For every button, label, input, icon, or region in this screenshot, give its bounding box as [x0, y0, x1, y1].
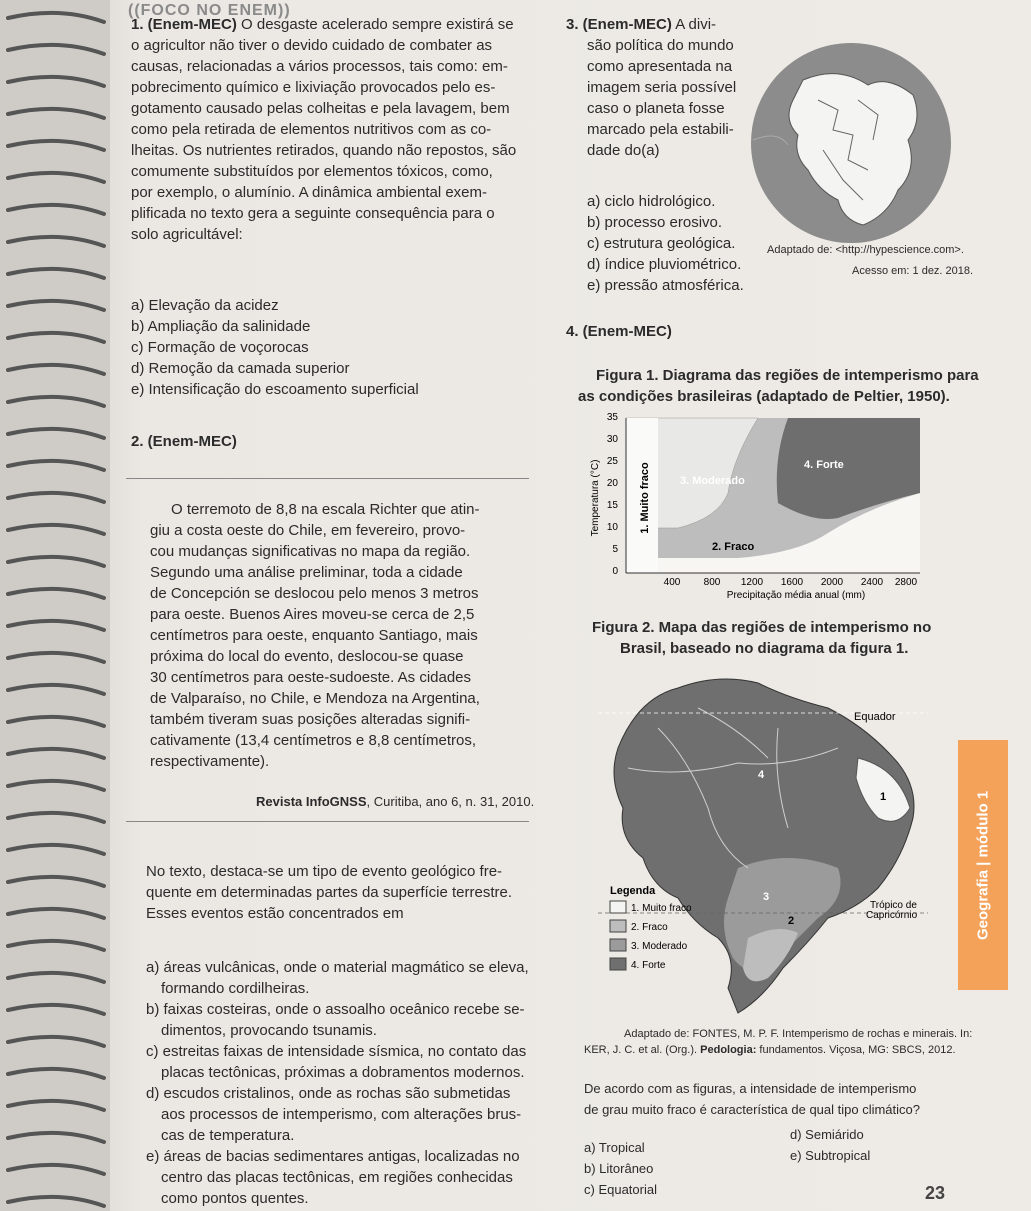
legend-swatch-4	[610, 958, 626, 970]
x-tick: 2000	[820, 577, 844, 588]
q2-box-line: cou mudanças significativas no mapa da região.	[150, 543, 471, 560]
q4-fig2-title-line: Brasil, baseado no diagrama da figura 1.	[620, 640, 909, 657]
map-region-4: 4	[758, 769, 765, 781]
q1-line: solo agricultável:	[131, 226, 243, 243]
q4-fig1-title-line: Figura 1. Diagrama das regiões de intemperismo para	[596, 367, 979, 384]
q3-option-e[interactable]: e) pressão atmosférica.	[587, 277, 744, 294]
page-number: 23	[925, 1183, 946, 1203]
x-ticks	[664, 577, 918, 588]
q4-fig2-source-line: KER, J. C. et al. (Org.). Pedologia: fundamentos. Viçosa, MG: SBCS, 2012.	[584, 1044, 956, 1056]
y-tick: 25	[606, 456, 618, 467]
map-label-tropic-2: Capricórnio	[866, 910, 918, 921]
q2-box-line: 30 centímetros para oeste-sudoeste. As cidades	[150, 669, 472, 686]
legend-item: 4. Forte	[631, 960, 666, 971]
q1-line: o agricultor não tiver o devido cuidado de combater as	[131, 37, 493, 54]
region-label-2: 2. Fraco	[712, 541, 755, 553]
weathering-diagram	[588, 408, 930, 602]
q1-line-1: 1. (Enem-MEC) O desgaste acelerado sempre existirá se	[131, 16, 514, 33]
q2-option-e[interactable]: e) áreas de bacias sedimentares antigas, localizadas no	[146, 1148, 520, 1165]
q2-option-d-cont[interactable]: cas de temperatura.	[161, 1127, 295, 1144]
q1-line: lheitas. Os nutrientes retirados, quando não repostos, são	[131, 142, 517, 159]
legend-swatch-3	[610, 939, 626, 951]
q1-option-c[interactable]: c) Formação de voçorocas	[131, 339, 309, 356]
q1-option-a[interactable]: a) Elevação da acidez	[131, 297, 279, 314]
q1-option-d[interactable]: d) Remoção da camada superior	[131, 360, 350, 377]
q4-fig2-title-line: Figura 2. Mapa das regiões de intemperismo no	[592, 619, 932, 636]
q1-line: por exemplo, o alumínio. A dinâmica ambiental exem-	[131, 184, 488, 201]
q3-option-a[interactable]: a) ciclo hidrológico.	[587, 193, 716, 210]
legend-item: 1. Muito fraco	[631, 903, 692, 914]
q2-stem-line: quente em determinadas partes da superfície terrestre.	[146, 884, 513, 901]
x-axis-label: Precipitação média anual (mm)	[726, 590, 866, 601]
q3-option-c[interactable]: c) estrutura geológica.	[587, 235, 736, 252]
q1-option-e[interactable]: e) Intensificação do escoamento superficial	[131, 381, 419, 398]
x-tick: 1600	[780, 577, 804, 588]
q2-box-line: giu a costa oeste do Chile, em fevereiro, provo-	[150, 522, 466, 539]
map-label-tropic-1: Trópico de	[870, 900, 917, 911]
q3-line: como apresentada na	[587, 58, 733, 75]
y-tick: 15	[606, 500, 618, 511]
q2-box-line: respectivamente).	[150, 753, 270, 770]
q2-box-line: Segundo uma análise preliminar, toda a cidade	[150, 564, 463, 581]
y-tick: 35	[606, 412, 618, 423]
q1-line: pobrecimento químico e lixiviação provocados pelo es-	[131, 79, 496, 96]
section-header: ((FOCO NO ENEM))	[128, 2, 291, 19]
region-label-1: 1. Muito fraco	[639, 462, 651, 534]
y-tick: 20	[606, 478, 618, 489]
q4-option-d[interactable]: d) Semiárido	[790, 1127, 864, 1142]
y-tick: 30	[606, 434, 618, 445]
q2-stem-line: Esses eventos estão concentrados em	[146, 905, 404, 922]
map-region-1: 1	[880, 791, 887, 803]
q2-stem-line: No texto, destaca-se um tipo de evento geológico fre-	[146, 863, 503, 880]
q3-option-d[interactable]: d) índice pluviométrico.	[587, 256, 742, 273]
q1-line: causas, relacionadas a vários processos, tais como: em-	[131, 58, 508, 75]
legend-swatch-1	[610, 901, 626, 913]
q3-line: dade do(a)	[587, 142, 660, 159]
x-tick: 1200	[740, 577, 764, 588]
q4-stem-line: de grau muito fraco é característica de qual tipo climático?	[584, 1102, 921, 1117]
q4-fig1-title-line: as condições brasileiras (adaptado de Peltier, 1950).	[578, 388, 950, 405]
q2-box-line: cativamente (13,4 centímetros e 8,8 centímetros,	[150, 732, 476, 749]
spiral-binding	[0, 0, 110, 1211]
q4-option-e[interactable]: e) Subtropical	[790, 1148, 871, 1163]
legend-swatch-2	[610, 920, 626, 932]
legend-item: 3. Moderado	[631, 941, 688, 952]
map-region-3: 3	[763, 891, 770, 903]
q4-number: 4. (Enem-MEC)	[566, 323, 672, 340]
q3-line: marcado pela estabili-	[587, 121, 734, 138]
q2-option-b[interactable]: b) faixas costeiras, onde o assoalho oceânico recebe se-	[146, 1001, 525, 1018]
q2-box-line: de Valparaíso, no Chile, e Mendoza na Argentina,	[150, 690, 480, 707]
q4-option-b[interactable]: b) Litorâneo	[584, 1161, 654, 1176]
region-label-3: 3. Moderado	[680, 475, 745, 487]
q4-option-c[interactable]: c) Equatorial	[584, 1182, 657, 1197]
x-tick: 800	[703, 577, 721, 588]
q2-box-line: para oeste. Buenos Aires moveu-se cerca de 2,5	[150, 606, 475, 623]
q2-option-d-cont[interactable]: aos processos de intemperismo, com alterações brus-	[161, 1106, 522, 1123]
x-tick: 2800	[894, 577, 918, 588]
q1-line: gotamento causado pelas colheitas e pela lavagem, bem	[131, 100, 510, 117]
q2-option-a-cont[interactable]: formando cordilheiras.	[161, 980, 310, 997]
q2-box-line: de Concepción se deslocou pelo menos 3 metros	[150, 585, 479, 602]
q2-option-b-cont[interactable]: dimentos, provocando tsunamis.	[161, 1022, 377, 1039]
q4-fig2-source-line: Adaptado de: FONTES, M. P. F. Intemperismo de rochas e minerais. In:	[624, 1028, 973, 1040]
q1-line: plificada no texto gera a seguinte consequência para o	[131, 205, 495, 222]
x-tick: 400	[663, 577, 681, 588]
q1-line: como pela retirada de elementos nutritivos com as co-	[131, 121, 492, 138]
q4-stem-line: De acordo com as figuras, a intensidade de intemperismo	[584, 1081, 917, 1096]
y-ticks	[607, 412, 619, 577]
q2-option-c-cont[interactable]: placas tectônicas, próximas a dobramentos modernos.	[161, 1064, 525, 1081]
q2-box-line: O terremoto de 8,8 na escala Richter que atin-	[171, 501, 480, 518]
q2-box-line: próxima do local do evento, deslocou-se quase	[150, 648, 464, 665]
module-side-tab: Geografia | módulo 1	[958, 740, 1008, 990]
map-label-equator: Equador	[854, 711, 896, 723]
region-label-4: 4. Forte	[804, 459, 844, 471]
q1-line: comumente substituídos por elementos tóxicos, como,	[131, 163, 493, 180]
q3-line-1: 3. (Enem-MEC) A divi-	[566, 16, 717, 33]
q2-box-line: centímetros para oeste, enquanto Santiago, mais	[150, 627, 478, 644]
legend-title: Legenda	[610, 885, 656, 897]
q3-credit: Adaptado de: <http://hypescience.com>.	[767, 244, 964, 256]
y-axis-label: Temperatura (°C)	[590, 459, 601, 537]
q2-option-d[interactable]: d) escudos cristalinos, onde as rochas são submetidas	[146, 1085, 511, 1102]
y-tick: 5	[612, 544, 618, 555]
q2-box-line: também tiveram suas posições alteradas signifi-	[150, 711, 471, 728]
map-region-2: 2	[788, 915, 795, 927]
q2-option-c[interactable]: c) estreitas faixas de intensidade sísmica, no contato das	[146, 1043, 527, 1060]
q3-option-b[interactable]: b) processo erosivo.	[587, 214, 723, 231]
pangea-globe-image	[748, 40, 954, 246]
q2-number: 2. (Enem-MEC)	[131, 433, 237, 450]
q2-option-a[interactable]: a) áreas vulcânicas, onde o material magmático se eleva,	[146, 959, 529, 976]
q3-credit-access: Acesso em: 1 dez. 2018.	[852, 265, 974, 277]
q2-option-e-cont[interactable]: como pontos quentes.	[161, 1190, 309, 1207]
q3-line: imagem seria possível	[587, 79, 737, 96]
q3-line: caso o planeta fosse	[587, 100, 725, 117]
y-tick: 0	[612, 566, 618, 577]
brazil-map	[598, 668, 928, 1020]
q2-source: Revista InfoGNSS, Curitiba, ano 6, n. 31, 2010.	[256, 794, 535, 809]
q1-option-b[interactable]: b) Ampliação da salinidade	[131, 318, 311, 335]
q4-option-a[interactable]: a) Tropical	[584, 1140, 645, 1155]
x-tick: 2400	[860, 577, 884, 588]
legend-item: 2. Fraco	[631, 922, 668, 933]
q2-option-e-cont[interactable]: centro das placas tectônicas, em regiões conhecidas	[161, 1169, 513, 1186]
y-tick: 10	[606, 522, 618, 533]
q3-line: são política do mundo	[587, 37, 734, 54]
